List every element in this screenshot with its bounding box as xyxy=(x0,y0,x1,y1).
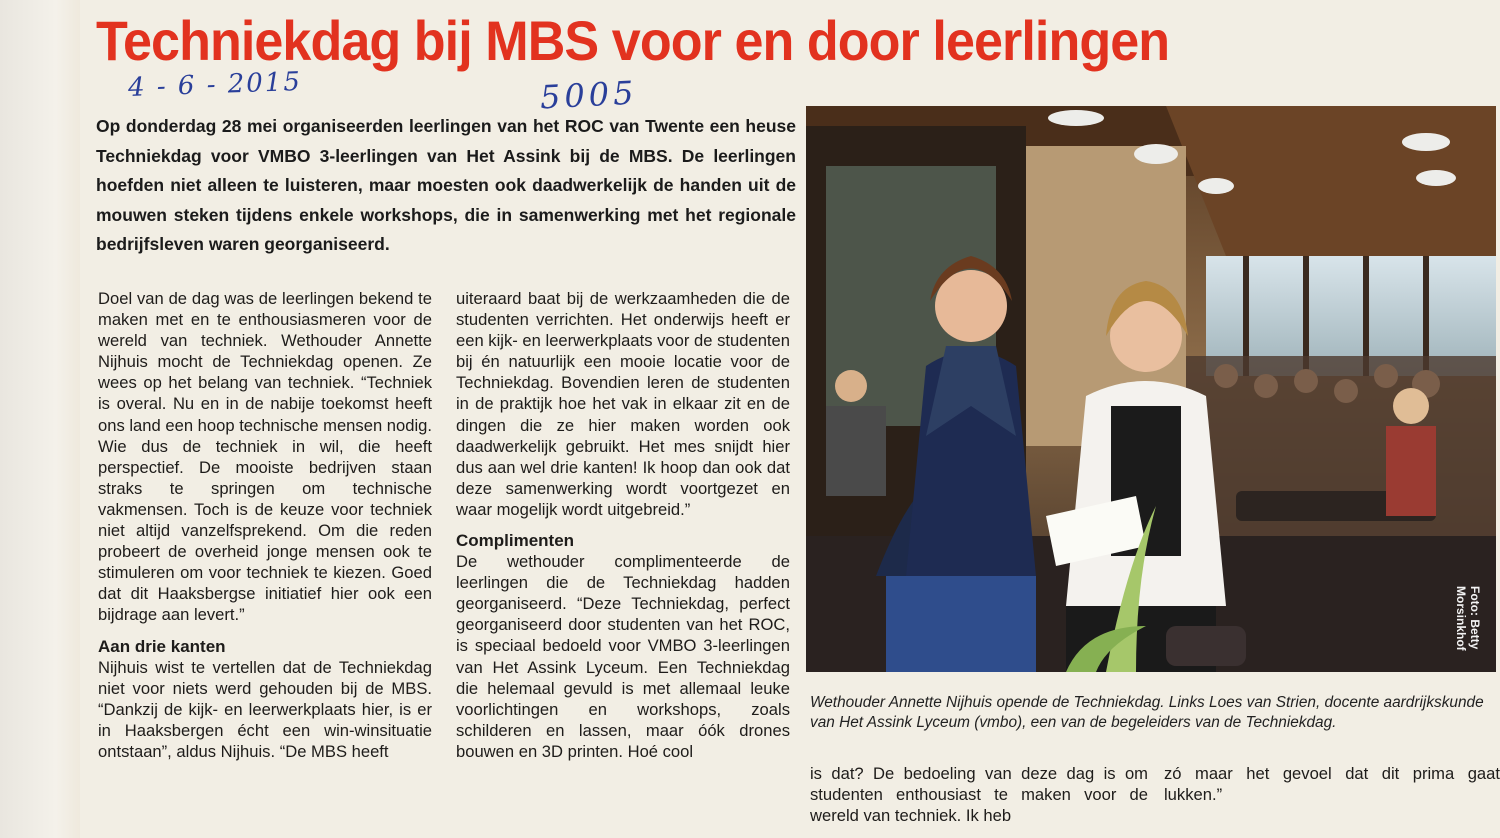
column4-paragraph: zó maar het gevoel dat dit prima gaat lukken.” xyxy=(1164,764,1500,805)
subheading-complimenten: Complimenten xyxy=(456,531,575,551)
article-photo xyxy=(806,106,1496,672)
article-column-2 xyxy=(456,288,790,762)
column2-paragraph2: De wethouder complimenteerde de leerlingen die de Techniekdag hadden georganiseerd. “Deze Techniekdag, perfect georganiseerd door studenten van het ROC, is speciaal bedoeld voor VMBO 3-leerlingen van Het Assink Lyceum. Een Techniekdag die helemaal gevuld is met allemaal leuke voorlichtingen en workshops, zoals schilderen en lassen, maar óók drones bouwen en 3D printen. Hoé cool xyxy=(456,552,790,761)
column1-paragraph1: Doel van de dag was de leerlingen bekend te maken met en te enthousiasmeren voor de wereld van techniek. Wethouder Annette Nijhuis mocht de Techniekdag openen. Ze wees op het belang van techniek. “Techniek is overal. Nu en in de nabije toekomst heeft ons land een hoop technische mensen nodig. Wie dus de techniek in wil, die heeft perspectief. De mooiste bedrijven staan straks te springen om technische vakmensen. Toch is de keuze voor techniek niet altijd vanzelfsprekend. Om die reden probeert de overheid jonge mensen ook te stimuleren om voor techniek te kiezen. Goed dat dit Haaksbergse initiatief hier ook een bijdrage aan levert.” xyxy=(98,289,432,625)
handwritten-code: 5005 xyxy=(539,73,639,117)
photo-illustration xyxy=(806,106,1496,672)
article-column-1 xyxy=(98,288,432,762)
photo-caption: Wethouder Annette Nijhuis opende de Techniekdag. Links Loes van Strien, docente aardrijkskunde van Het Assink Lyceum (vmbo), een van de begeleiders van de Techniekdag. xyxy=(810,694,1484,731)
article-column-4 xyxy=(1164,763,1500,805)
column3-paragraph: is dat? De bedoeling van deze dag is om studenten enthousiast te maken voor de wereld van techniek. Ik heb xyxy=(810,764,1148,826)
column1-paragraph2: Nijhuis wist te vertellen dat de Techniekdag niet voor niets werd gehouden bij de MBS. “Dankzij de kijk- en leerwerkplaats hier, is er in Haaksbergen écht een win-winsituatie ontstaan”, aldus Nijhuis. “De MBS heeft xyxy=(98,657,432,761)
article-column-3 xyxy=(810,763,1148,826)
headline: Techniekdag bij MBS voor en door leerlingen xyxy=(96,9,1170,72)
subheading-aan-drie-kanten: Aan drie kanten xyxy=(98,636,226,656)
lede-paragraph: Op donderdag 28 mei organiseerden leerlingen van het ROC van Twente een heuse Techniekdag voor VMBO 3-leerlingen van Het Assink bij de MBS. De leerlingen hoefden niet alleen te luisteren, maar moesten ook daadwerkelijk de handen uit de mouwen steken tijdens enkele workshops, die in samenwerking met het regionale bedrijfsleven waren georganiseerd. xyxy=(96,116,796,254)
photo-credit: Foto: Betty Morsinkhof xyxy=(1454,586,1482,651)
column2-paragraph1: uiteraard baat bij de werkzaamheden die de studenten verrichten. Het onderwijs heeft er een kijk- en leerwerkplaats voor de studenten bij én natuurlijk een mooie locatie voor de Techniekdag. Bovendien leren de studenten in de praktijk hoe het vak in elkaar zit en de dingen die ze hier maken worden ook daadwerkelijk gebruikt. Het mes snijdt hier dus aan wel drie kanten! Ik hoop dan ook dat deze samenwerking wordt voortgezet en waar mogelijk wordt uitgebreid.” xyxy=(456,289,790,519)
scan-margin xyxy=(0,0,80,838)
handwritten-date: 4 - 6 - 2015 xyxy=(127,66,303,104)
